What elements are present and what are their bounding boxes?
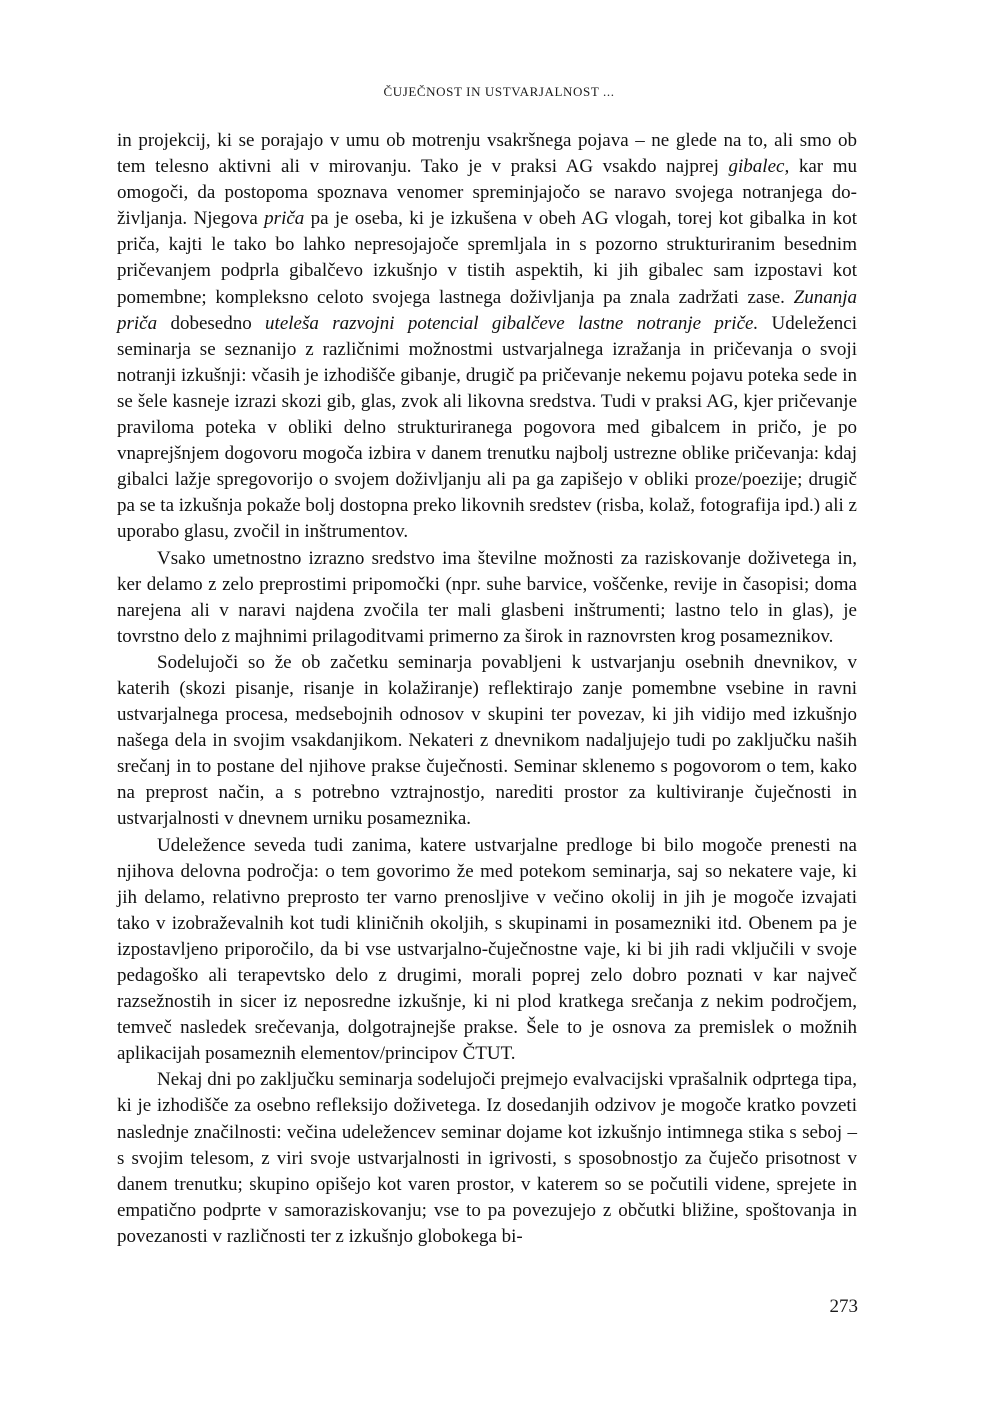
- paragraph: [117, 546, 857, 650]
- text-segment: Nekaj dni po zaključku seminarja sodelujoči prejmejo evalvacijski vprašalnik odprtega tipa, ki je izhodišče za osebno refleksijo doživetega. Iz dosedanjih odzivov je mogoče kratko povzeti naslednje značilnosti: večina udeležencev seminar dojame kot izkušnjo intimnega stika s seboj – s svojim telesom, z viri svoje ustvarjalnosti in igrivosti, s sposobnostjo za čuječo prisotnost v danem trenutku; skupino opišejo kot varen prostor, v katerem so se počutili videne, sprejete in empatično podprte v samoraziskovanju; vse to pa povezujejo z občutki bližine, spoštovanja in povezanosti v različnosti ter z izkušnjo globokega bi-: [117, 1069, 857, 1247]
- page-number: 273: [829, 1296, 858, 1317]
- emphasis-prica: priča: [264, 208, 305, 230]
- text-segment: kar mu omogoči, da postopoma spoznava venomer spreminjajočo se naravo svojega notranjega doživljanja. Njegova: [117, 156, 857, 230]
- text-segment: in projekcij, ki se porajajo v umu ob motrenju vsakršnega pojava – ne glede na to, ali smo ob tem telesno aktivni ali v mirovanju. Tako je v praksi AG vsakdo najprej: [117, 130, 857, 178]
- text-segment: Sodelujoči so že ob začetku seminarja povabljeni k ustvarjanju osebnih dnevnikov, v katerih (skozi pisanje, risanje in kolažiranje) reflektirajo zanje pomembne vsebine in ravni ustvarjalnega procesa, medsebojnih odnosov v skupini ter povezav, ki jih vidijo med izkušnjo našega dela in svojim vsakdanjikom. Nekateri z dnevnikom nadaljujejo tudi po zaključku naših srečanj in to postane del njihove prakse čuječnosti. Seminar sklenemo s pogovorom o tem, kako na preprost način, a s potrebno vztrajnostjo, narediti prostor za kultiviranje čuječnosti in ustvarjalnosti v dnevnem urniku posameznika.: [117, 651, 857, 830]
- paragraph: [117, 833, 857, 1068]
- text-segment: dobesedno: [157, 312, 266, 334]
- emphasis-utelesa: uteleša razvojni potencial gibalčeve lastne notranje priče.: [265, 312, 759, 334]
- text-segment: Udeleženci seminarja se seznanijo z različnimi možnostmi ustvarjalnega izražanja in pričevanja o svoji notranji izkušnji: včasih je izhodišče gibanje, drugič pa pričevanje nekemu pojavu poteka sede in se šele kasneje izrazi skozi gib, glas, zvok ali likovna sredstva. Tudi v praksi AG, kjer pričevanje praviloma poteka v obliki delno strukturiranega pogovora med gibalcem in pričo, je po vnaprejšnjem dogovoru mogoča izbira v danem trenutku najbolj ustrezne oblike pričevanja: kdaj gibalci lažje spregovorijo o svojem doživljanju ali pa ga zapišejo v obliki proze/poezije; drugič pa se ta izkušnja pokaže bolj dostopna preko likovnih sredstev (risba, kolaž, fotografija ipd.) ali z uporabo glasu, zvočil in inštrumentov.: [117, 312, 857, 543]
- text-segment: Vsako umetnostno izrazno sredstvo ima številne možnosti za raziskovanje doživetega in, ker delamo z zelo preprostimi pripomočki (npr. suhe barvice, voščenke, revije in časopisi; doma narejena ali v naravi najdena zvočila ter mali glasbeni inštrumenti; lastno telo in glas), je tovrstno delo z majhnimi prilagoditvami primerno za širok in raznovrsten krog posameznikov.: [117, 547, 857, 647]
- paragraph: [117, 1067, 857, 1250]
- text-segment: Udeležence seveda tudi zanima, katere ustvarjalne predloge bi bilo mogoče prenesti na njihova delovna področja: o tem govorimo že med potekom seminarja, saj so nekatere vaje, ki jih delamo, relativno preprosto ter varno prenosljive v večino okolij in jih je mogoče izvajati tako v izobraževalnih kot tudi kliničnih okoljih, s skupinami in posamezniki itd. Obenem pa je izpostavljeno priporočilo, da bi vse ustvarjalno-čuječnostne vaje, ki bi jih radi vključili v svoje pedagoško ali terapevtsko delo z drugimi, morali poprej zelo dobro poznati v kar največ razsežnostih in sicer iz neposredne izkušnje, ki ni plod kratkega srečanja z nekim področjem, temveč nasledek srečevanja, dolgotrajnejše prakse. Šele to je osnova za premislek o možnih aplikacijah posameznih elementov/principov ČTUT.: [117, 834, 857, 1065]
- text-segment: pa je oseba, ki je izkušena v obeh AG vlogah, torej kot gibalka in kot priča, kajti le tako bo lahko nepresojajoče spremljala in s pozorno strukturiranim besednim pričevanjem podprla gibalčevo izkušnjo v tistih aspektih, ki jih gibalec sam izpostavi kot pomembne; kompleksno celoto svojega lastnega doživljanja pa znala zadržati zase.: [117, 208, 857, 308]
- emphasis-zunanja-prica: Zunanja priča: [117, 286, 857, 334]
- paragraph: [117, 128, 857, 546]
- paragraph: [117, 650, 857, 833]
- running-header: ČUJEČNOST IN USTVARJALNOST ...: [383, 84, 615, 99]
- body-text: [117, 128, 857, 1250]
- emphasis-gibalec: gibalec,: [728, 156, 790, 178]
